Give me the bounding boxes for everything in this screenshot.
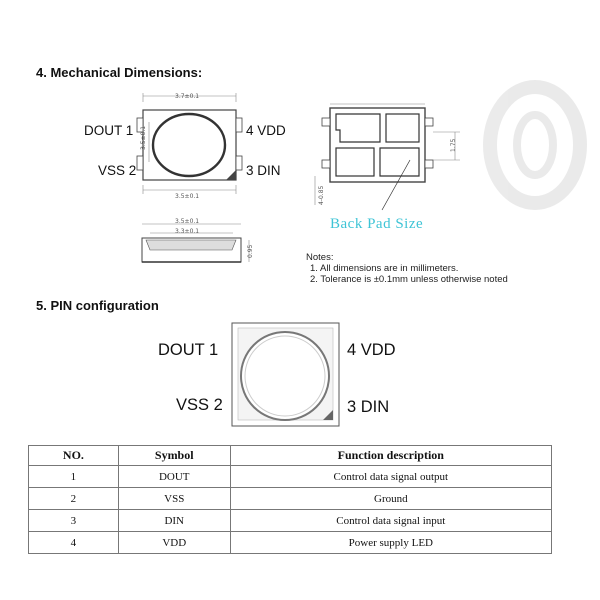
side-dim-inner-label: 3.3±0.1: [175, 228, 200, 235]
cell-function: Control data signal output: [230, 466, 551, 488]
backpad-dim-right-label: 1.75: [450, 138, 457, 152]
cell-no: 3: [29, 510, 119, 532]
cell-symbol: VSS: [118, 488, 230, 510]
cell-no: 4: [29, 532, 119, 554]
note-item: 2. Tolerance is ±0.1mm unless otherwise noted: [310, 274, 508, 285]
pin-config-pin4-label: 4 VDD: [347, 341, 396, 359]
top-view-pin1-label: DOUT 1: [84, 123, 134, 138]
cell-no: 2: [29, 488, 119, 510]
header-function: Function description: [230, 446, 551, 466]
back-pad-size-label: Back Pad Size: [330, 216, 424, 232]
cell-symbol: VDD: [118, 532, 230, 554]
top-view-pin2-label: VSS 2: [98, 163, 137, 178]
table-header-row: [29, 446, 552, 466]
pin-config-pin1-label: DOUT 1: [158, 341, 219, 359]
cell-function: Power supply LED: [230, 532, 551, 554]
pin-config-pin3-label: 3 DIN: [347, 398, 390, 416]
cell-function: Control data signal input: [230, 510, 551, 532]
side-dim-outer-label: 3.5±0.1: [175, 218, 200, 225]
cell-symbol: DIN: [118, 510, 230, 532]
table-row: [29, 466, 552, 488]
top-view-pin3-label: 3 DIN: [246, 163, 281, 178]
notes-block: [306, 252, 508, 285]
cell-symbol: DOUT: [118, 466, 230, 488]
cell-no: 1: [29, 466, 119, 488]
cell-function: Ground: [230, 488, 551, 510]
pin-configuration-title: 5. PIN configuration: [36, 298, 159, 313]
note-item: 1. All dimensions are in millimeters.: [310, 263, 459, 274]
side-dim-height-label: 0.95: [247, 244, 254, 258]
dim-side-label: 3.5±0.1: [140, 125, 147, 150]
table-row: [29, 510, 552, 532]
backpad-dim-left-label: 4-0.85: [318, 185, 325, 205]
notes-heading: Notes:: [306, 252, 334, 263]
top-view-pin4-label: 4 VDD: [246, 123, 286, 138]
watermark-logo: [480, 80, 590, 210]
header-no: NO.: [29, 446, 119, 466]
header-symbol: Symbol: [118, 446, 230, 466]
mechanical-dimensions-title: 4. Mechanical Dimensions:: [36, 65, 203, 80]
dim-top-label: 3.7±0.1: [175, 93, 200, 100]
pin-config-package: [228, 320, 343, 430]
table-row: [29, 488, 552, 510]
table-row: [29, 532, 552, 554]
pin-function-table: [28, 445, 552, 554]
dim-bottom-label: 3.5±0.1: [175, 193, 200, 200]
pin-config-pin2-label: VSS 2: [176, 396, 223, 414]
